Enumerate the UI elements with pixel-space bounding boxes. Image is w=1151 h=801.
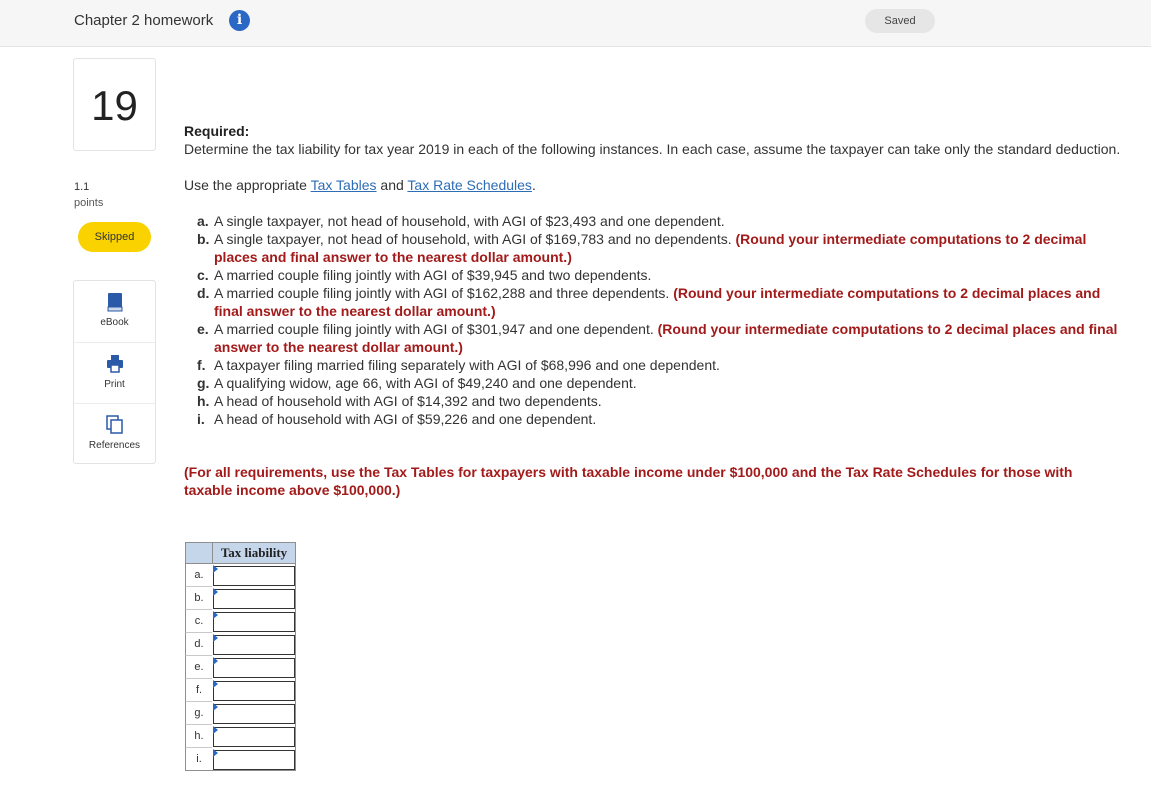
row-label: f.: [185, 679, 212, 702]
requirement-text: A single taxpayer, not head of household, with AGI of $169,783 and no dependents.: [214, 231, 732, 247]
requirement-letter: h.: [197, 393, 210, 409]
tax-liability-input-f[interactable]: [213, 681, 295, 701]
requirement-text: A qualifying widow, age 66, with AGI of $49,240 and one dependent.: [214, 375, 637, 391]
saved-status-badge: Saved: [865, 9, 935, 33]
top-header: [0, 0, 1151, 47]
tax-liability-table: [185, 542, 296, 771]
tax-liability-input-g[interactable]: [213, 704, 295, 724]
row-label: a.: [185, 564, 212, 587]
requirement-letter: d.: [197, 285, 210, 301]
use-and-text: and: [380, 177, 404, 193]
tax-liability-input-d[interactable]: [213, 635, 295, 655]
table-row: [185, 702, 296, 725]
row-label: g.: [185, 702, 212, 725]
table-corner: [185, 542, 212, 564]
requirement-item: [197, 356, 1124, 374]
tables-schedules-note: (For all requirements, use the Tax Tables for taxpayers with taxable income under $100,000 and the Tax Rate Schedules for those with taxable income above $100,000.): [184, 464, 1073, 498]
requirement-text: A single taxpayer, not head of household, with AGI of $23,493 and one dependent.: [214, 213, 725, 229]
required-heading: Required:: [184, 123, 250, 139]
table-row: [185, 748, 296, 771]
row-label: d.: [185, 633, 212, 656]
requirement-item: [197, 392, 1124, 410]
rounding-note: (Round your intermediate computations to 2 decimal places and final answer to the nearest dollar amount.): [214, 285, 1101, 319]
points-value: 1.1: [74, 181, 90, 193]
print-button[interactable]: [74, 342, 155, 403]
row-label: c.: [185, 610, 212, 633]
requirement-text: A married couple filing jointly with AGI of $162,288 and three dependents.: [214, 285, 670, 301]
use-instruction: [184, 176, 1124, 194]
tax-liability-input-e[interactable]: [213, 658, 295, 678]
row-label: b.: [185, 587, 212, 610]
requirement-text: A head of household with AGI of $14,392 and two dependents.: [214, 393, 602, 409]
references-label: References: [88, 440, 141, 451]
requirement-text: A married couple filing jointly with AGI of $39,945 and two dependents.: [214, 267, 652, 283]
references-icon: [106, 415, 124, 435]
row-label: e.: [185, 656, 212, 679]
question-content: [184, 122, 1124, 499]
info-icon[interactable]: i: [229, 10, 250, 31]
assignment-title: Chapter 2 homework: [74, 12, 214, 29]
requirement-item: [197, 410, 1124, 428]
table-row: [185, 564, 296, 587]
requirement-letter: e.: [197, 321, 209, 337]
requirement-text: A taxpayer filing married filing separately with AGI of $68,996 and one dependent.: [214, 357, 720, 373]
table-row: [185, 679, 296, 702]
table-row: [185, 610, 296, 633]
tax-tables-link[interactable]: Tax Tables: [310, 177, 377, 193]
table-row: [185, 725, 296, 748]
ebook-label: eBook: [100, 317, 129, 328]
rounding-note: (Round your intermediate computations to 2 decimal places and final answer to the nearest dollar amount.): [214, 231, 1087, 265]
points-label: points: [74, 197, 104, 209]
row-label: i.: [185, 748, 212, 771]
requirement-letter: g.: [197, 375, 210, 391]
requirement-letter: f.: [197, 357, 206, 373]
tax-liability-input-h[interactable]: [213, 727, 295, 747]
requirement-text: A head of household with AGI of $59,226 and one dependent.: [214, 411, 597, 427]
requirement-item: [197, 266, 1124, 284]
printer-icon: [106, 354, 124, 374]
book-icon: [106, 292, 124, 312]
print-label: Print: [104, 379, 125, 390]
requirement-item: [197, 212, 1124, 230]
use-prefix-text: Use the appropriate: [184, 177, 307, 193]
row-label: h.: [185, 725, 212, 748]
tax-liability-input-b[interactable]: [213, 589, 295, 609]
use-suffix-text: .: [531, 177, 536, 193]
tax-rate-schedules-link[interactable]: Tax Rate Schedules: [407, 177, 532, 193]
requirement-list: [184, 212, 1124, 428]
requirement-item: [197, 374, 1124, 392]
tax-liability-header: Tax liability: [212, 542, 296, 564]
question-tools: [73, 280, 156, 464]
requirement-letter: i.: [197, 411, 205, 427]
references-button[interactable]: [74, 403, 155, 464]
tax-liability-input-i[interactable]: [213, 750, 295, 770]
ebook-button[interactable]: [74, 281, 155, 342]
question-number: 19: [73, 58, 156, 151]
table-row: [185, 633, 296, 656]
tax-liability-input-c[interactable]: [213, 612, 295, 632]
requirement-letter: a.: [197, 213, 209, 229]
table-row: [185, 656, 296, 679]
rounding-note: (Round your intermediate computations to 2 decimal places and final answer to the nearest dollar amount.): [214, 321, 1118, 355]
required-text: Determine the tax liability for tax year 2019 in each of the following instances. In each case, assume the taxpayer can take only the standard deduction.: [184, 141, 1121, 157]
requirement-text: A married couple filing jointly with AGI of $301,947 and one dependent.: [214, 321, 654, 337]
requirement-letter: c.: [197, 267, 209, 283]
requirement-letter: b.: [197, 231, 210, 247]
table-row: [185, 587, 296, 610]
requirement-item: [197, 284, 1124, 320]
skipped-status-badge: Skipped: [78, 222, 151, 252]
requirement-item: [197, 230, 1124, 266]
requirement-item: [197, 320, 1124, 356]
tax-liability-input-a[interactable]: [213, 566, 295, 586]
